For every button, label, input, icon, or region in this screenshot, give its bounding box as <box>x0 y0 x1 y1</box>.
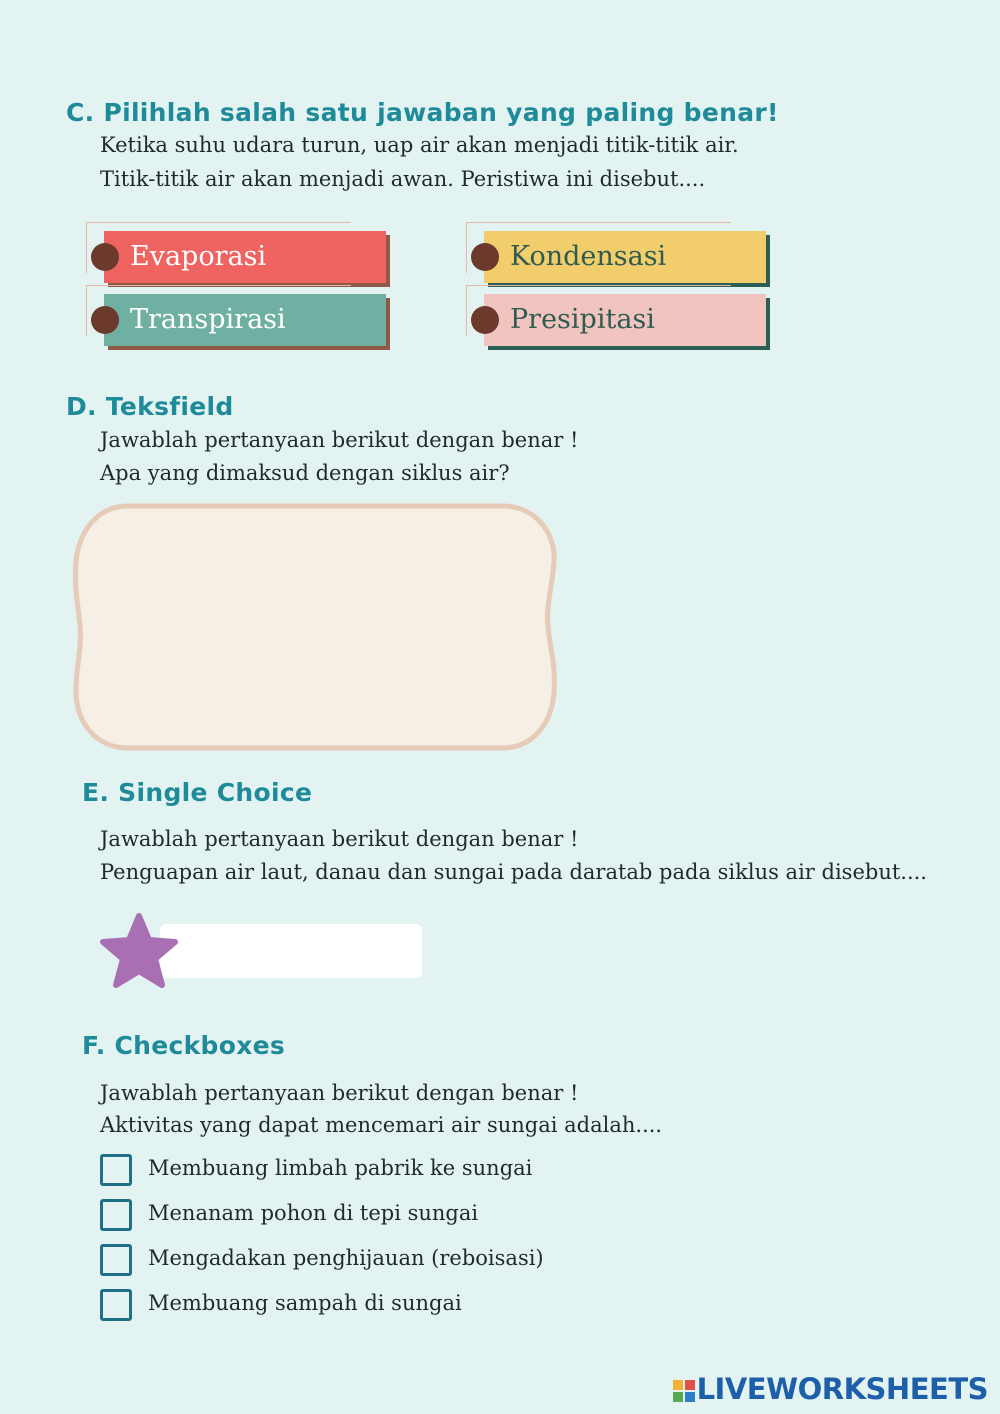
section-f-instruction: Jawablah pertanyaan berikut dengan benar ! <box>100 1081 579 1105</box>
bullet-dot-icon <box>471 243 499 271</box>
star-icon <box>98 912 180 990</box>
section-d-instruction: Jawablah pertanyaan berikut dengan benar ! <box>100 428 579 452</box>
option-label[interactable]: Presipitasi <box>484 294 766 346</box>
checkbox-membuang-sampah[interactable] <box>100 1289 132 1321</box>
section-c-heading: C. Pilihlah salah satu jawaban yang paling benar! <box>66 98 779 127</box>
section-e-instruction: Jawablah pertanyaan berikut dengan benar ! <box>100 827 579 851</box>
answer-textfield-frame <box>68 500 562 754</box>
section-c-question-line2: Titik-titik air akan menjadi awan. Peristiwa ini disebut.... <box>100 167 706 191</box>
section-d-heading: D. Teksfield <box>66 392 234 421</box>
option-evaporasi[interactable] <box>86 222 386 280</box>
liveworksheets-brand <box>673 1372 988 1406</box>
option-label[interactable]: Transpirasi <box>104 294 386 346</box>
option-label[interactable]: Evaporasi <box>104 231 386 283</box>
siklus-air-answer-input[interactable] <box>118 540 516 714</box>
option-presipitasi[interactable] <box>466 285 766 343</box>
section-f-question: Aktivitas yang dapat mencemari air sungai adalah.... <box>100 1113 663 1137</box>
checkbox-label: Menanam pohon di tepi sungai <box>148 1201 479 1225</box>
section-c-question-line1: Ketika suhu udara turun, uap air akan menjadi titik-titik air. <box>100 133 739 157</box>
checkbox-limbah-pabrik[interactable] <box>100 1154 132 1186</box>
bullet-dot-icon <box>91 306 119 334</box>
bullet-dot-icon <box>91 243 119 271</box>
brand-text: LIVEWORKSHEETS <box>696 1372 988 1406</box>
liveworksheets-logo-icon <box>673 1380 695 1402</box>
section-e-question: Penguapan air laut, danau dan sungai pada daratab pada siklus air disebut.... <box>100 860 927 884</box>
checkbox-menanam-pohon[interactable] <box>100 1199 132 1231</box>
section-e-heading: E. Single Choice <box>82 778 313 807</box>
option-kondensasi[interactable] <box>466 222 766 280</box>
checkbox-label: Membuang limbah pabrik ke sungai <box>148 1156 533 1180</box>
section-d-question: Apa yang dimaksud dengan siklus air? <box>100 461 510 485</box>
option-label[interactable]: Kondensasi <box>484 231 766 283</box>
penguapan-answer-input[interactable] <box>160 924 422 978</box>
section-f-heading: F. Checkboxes <box>82 1031 286 1060</box>
checkbox-penghijauan[interactable] <box>100 1244 132 1276</box>
checkbox-label: Membuang sampah di sungai <box>148 1291 462 1315</box>
bullet-dot-icon <box>471 306 499 334</box>
option-transpirasi[interactable] <box>86 285 386 343</box>
checkbox-label: Mengadakan penghijauan (reboisasi) <box>148 1246 544 1270</box>
